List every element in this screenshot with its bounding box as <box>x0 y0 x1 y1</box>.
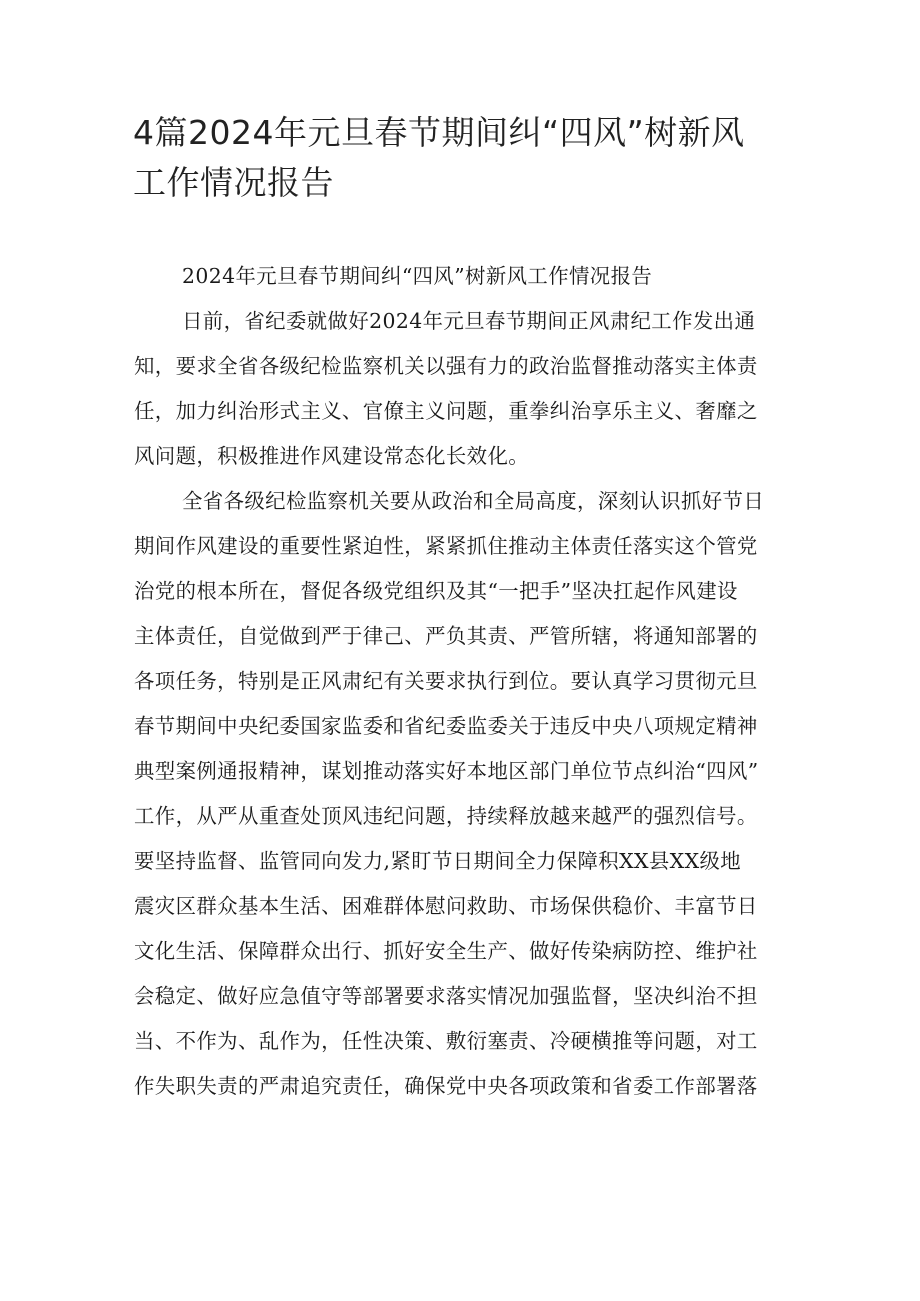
subtitle-line: 2024年元旦春节期间纠“四风”树新风工作情况报告 <box>182 264 653 288</box>
paragraph-line: 风问题，积极推进作风建设常态化长效化。 <box>134 444 530 468</box>
paragraph-line: 要坚持监督、监管同向发力,紧盯节日期间全力保障积XX县XX级地 <box>134 849 742 873</box>
paragraph-line: 会稳定、做好应急值守等部署要求落实情况加强监督，坚决纠治不担 <box>134 984 758 1008</box>
title-line: 4篇2024年元旦春节期间纠“四风”树新风 <box>133 113 745 152</box>
paragraph-line: 主体责任，自觉做到严于律己、严负其责、严管所辖，将通知部署的 <box>134 624 758 648</box>
document-body <box>134 254 794 1109</box>
paragraph-line: 文化生活、保障群众出行、抓好安全生产、做好传染病防控、维护社 <box>134 939 758 963</box>
paragraph-line: 期间作风建设的重要性紧迫性，紧紧抓住推动主体责任落实这个管党 <box>134 534 758 558</box>
title-line: 工作情况报告 <box>133 163 334 202</box>
paragraph-line: 全省各级纪检监察机关要从政治和全局高度，深刻认识抓好节日 <box>182 489 765 513</box>
paragraph-line: 震灾区群众基本生活、困难群体慰问救助、市场保供稳价、丰富节日 <box>134 894 758 918</box>
paragraph-line: 知，要求全省各级纪检监察机关以强有力的政治监督推动落实主体责 <box>134 354 758 378</box>
paragraph-line: 典型案例通报精神，谋划推动落实好本地区部门单位节点纠治“四风” <box>134 759 759 783</box>
paragraph-line: 春节期间中央纪委国家监委和省纪委监委关于违反中央八项规定精神 <box>134 714 758 738</box>
paragraph-line: 作失职失责的严肃追究责任，确保党中央各项政策和省委工作部署落 <box>134 1074 758 1098</box>
paragraph-line: 当、不作为、乱作为，任性决策、敷衍塞责、冷硬横推等问题，对工 <box>134 1029 758 1053</box>
document-title <box>133 108 803 208</box>
paragraph-line: 各项任务，特别是正风肃纪有关要求执行到位。要认真学习贯彻元旦 <box>134 669 758 693</box>
paragraph-line: 治党的根本所在，督促各级党组织及其“一把手”坚决扛起作风建设 <box>134 579 738 603</box>
paragraph-line: 工作，从严从重查处顶风违纪问题，持续释放越来越严的强烈信号。 <box>134 804 758 828</box>
paragraph-line: 任，加力纠治形式主义、官僚主义问题，重拳纠治享乐主义、奢靡之 <box>134 399 758 423</box>
paragraph-line: 日前，省纪委就做好2024年元旦春节期间正风肃纪工作发出通 <box>182 309 756 333</box>
